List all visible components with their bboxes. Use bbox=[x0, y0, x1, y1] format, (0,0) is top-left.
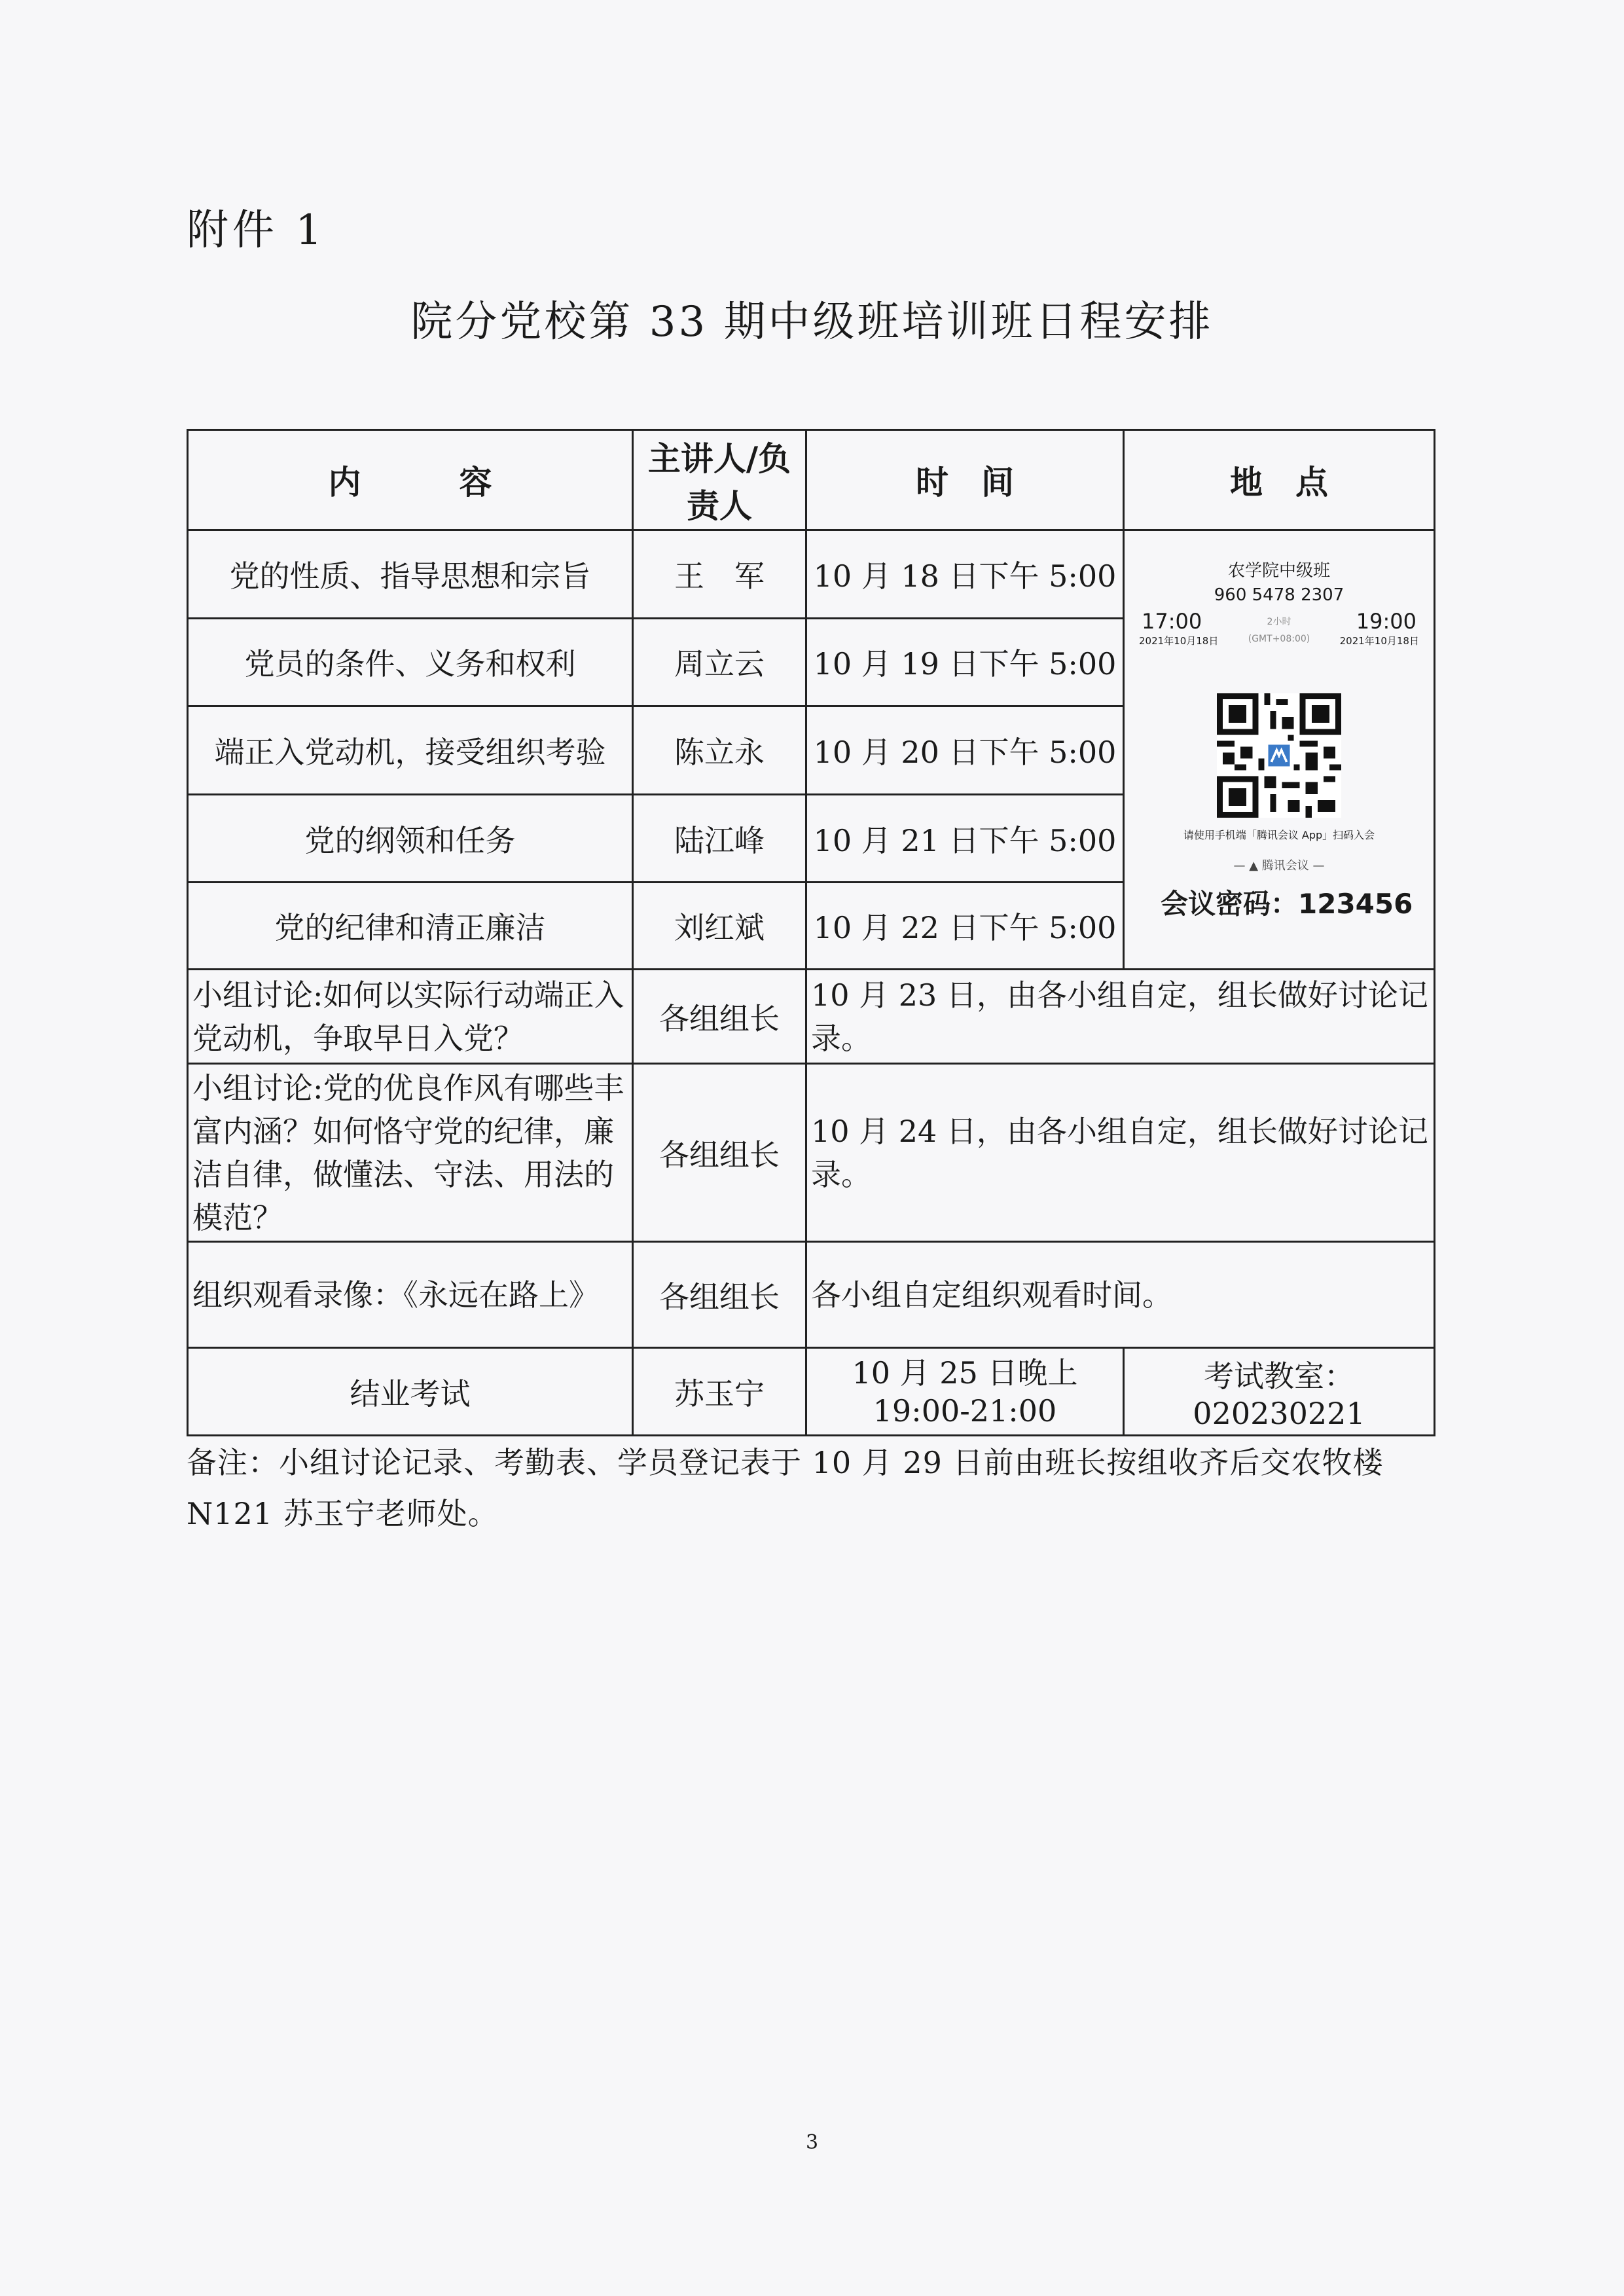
lecture-speaker: 王 军 bbox=[633, 530, 806, 619]
lecture-speaker: 刘红斌 bbox=[633, 883, 806, 970]
video-content: 组织观看录像：《永远在路上》 bbox=[188, 1242, 633, 1348]
lecture-speaker: 周立云 bbox=[633, 618, 806, 706]
discussion-content: 小组讨论:党的优良作风有哪些丰富内涵？如何恪守党的纪律，廉洁自律，做懂法、守法、用法的模范？ bbox=[188, 1064, 633, 1242]
discussion-speaker: 各组组长 bbox=[633, 970, 806, 1064]
schedule-table bbox=[187, 429, 1435, 1436]
lecture-content: 党员的条件、义务和权利 bbox=[188, 618, 633, 706]
lecture-content: 党的纪律和清正廉洁 bbox=[188, 883, 633, 970]
page-title: 院分党校第 33 期中级班培训班日程安排 bbox=[410, 298, 1214, 346]
table-row bbox=[188, 1348, 1435, 1436]
meeting-duration: 2小时 bbox=[1267, 617, 1291, 627]
meeting-brand: — ▲ 腾讯会议 — bbox=[1233, 859, 1325, 873]
discussion-detail: 10 月 24 日，由各小组自定，组长做好讨论记录。 bbox=[806, 1064, 1435, 1242]
header-location: 地 点 bbox=[1124, 430, 1435, 530]
meeting-scan-instruction: 请使用手机端「腾讯会议 App」扫码入会 bbox=[1183, 829, 1375, 841]
header-speaker: 主讲人/负责人 bbox=[633, 430, 806, 530]
meeting-name: 农学院中级班 bbox=[1227, 561, 1330, 581]
lecture-time: 10 月 20 日下午 5:00 bbox=[806, 706, 1124, 795]
exam-time bbox=[806, 1348, 1124, 1436]
exam-location: 考试教室：020230221 bbox=[1124, 1348, 1435, 1436]
table-row bbox=[188, 530, 1435, 619]
discussion-content: 小组讨论:如何以实际行动端正入党动机，争取早日入党？ bbox=[188, 970, 633, 1064]
footnote: 备注：小组讨论记录、考勤表、学员登记表于 10 月 29 日前由班长按组收齐后交农牧楼 N121 苏玉宁老师处。 bbox=[187, 1445, 1384, 1531]
lecture-content: 端正入党动机，接受组织考验 bbox=[188, 706, 633, 795]
lecture-content: 党的性质、指导思想和宗旨 bbox=[188, 530, 633, 619]
meeting-info-cell bbox=[1124, 530, 1435, 970]
meeting-start-time: 17:00 bbox=[1142, 609, 1202, 634]
lecture-speaker: 陆江峰 bbox=[633, 794, 806, 883]
table-row bbox=[188, 970, 1435, 1064]
meeting-password: 会议密码：123456 bbox=[1161, 888, 1413, 920]
lecture-time: 10 月 21 日下午 5:00 bbox=[806, 794, 1124, 883]
table-header-row bbox=[188, 430, 1435, 530]
lecture-time: 10 月 22 日下午 5:00 bbox=[806, 883, 1124, 970]
attachment-label: 附件 1 bbox=[187, 206, 327, 255]
exam-time-date: 10 月 25 日晚上 bbox=[852, 1355, 1078, 1391]
lecture-speaker: 陈立永 bbox=[633, 706, 806, 795]
exam-time-range: 19:00-21:00 bbox=[873, 1393, 1057, 1429]
lecture-time: 10 月 18 日下午 5:00 bbox=[806, 530, 1124, 619]
header-content: 内 容 bbox=[188, 430, 633, 530]
discussion-detail: 10 月 23 日，由各小组自定，组长做好讨论记录。 bbox=[806, 970, 1435, 1064]
meeting-start-date: 2021年10月18日 bbox=[1139, 635, 1219, 647]
lecture-content: 党的纲领和任务 bbox=[188, 794, 633, 883]
meeting-id: 960 5478 2307 bbox=[1214, 585, 1344, 605]
meeting-timezone: (GMT+08:00) bbox=[1248, 634, 1310, 644]
table-row bbox=[188, 1064, 1435, 1242]
table-row bbox=[188, 1242, 1435, 1348]
video-detail: 各小组自定组织观看时间。 bbox=[806, 1242, 1435, 1348]
meeting-end-time: 19:00 bbox=[1356, 609, 1416, 634]
exam-speaker: 苏玉宁 bbox=[633, 1348, 806, 1436]
meeting-end-date: 2021年10月18日 bbox=[1339, 635, 1419, 647]
exam-content: 结业考试 bbox=[188, 1348, 633, 1436]
lecture-time: 10 月 19 日下午 5:00 bbox=[806, 618, 1124, 706]
discussion-speaker: 各组组长 bbox=[633, 1064, 806, 1242]
page-number: 3 bbox=[805, 2131, 819, 2154]
header-time: 时 间 bbox=[806, 430, 1124, 530]
meeting-qr-code bbox=[1217, 693, 1341, 818]
video-speaker: 各组组长 bbox=[633, 1242, 806, 1348]
tencent-meeting-logo-icon: ▲ bbox=[1249, 859, 1259, 873]
